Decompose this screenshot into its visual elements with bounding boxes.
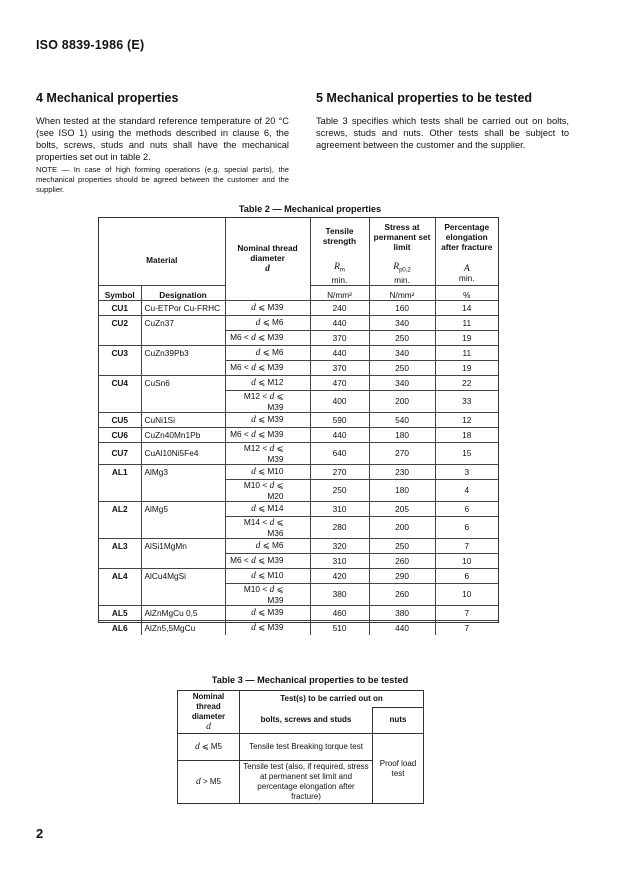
nominal-diameter-symbol: d: [265, 264, 270, 275]
tensile-strength: 460: [310, 605, 369, 620]
table-row: [99, 620, 498, 635]
material-designation: CuZn40Mn1Pb: [141, 427, 225, 442]
elongation: 7: [435, 605, 498, 620]
stress-limit: 540: [369, 412, 435, 427]
material-designation: AlCu4MgSi: [141, 568, 225, 583]
material-symbol: [99, 583, 141, 605]
thread-diameter: d ⩽ M10: [225, 568, 310, 583]
tensile-strength: 420: [310, 568, 369, 583]
elongation: 7: [435, 620, 498, 635]
stress-symbol: R: [393, 262, 400, 272]
elongation: 11: [435, 345, 498, 360]
t3-nominal-symbol: d: [206, 722, 211, 732]
tensile-strength: 370: [310, 360, 369, 375]
tensile-strength: 510: [310, 620, 369, 635]
tensile-strength: 440: [310, 315, 369, 330]
stress-limit: 180: [369, 427, 435, 442]
material-symbol: [99, 479, 141, 501]
material-designation: [141, 360, 225, 375]
thread-diameter: M6 < d ⩽ M39: [225, 427, 310, 442]
table-row: [99, 345, 498, 360]
material-symbol: CU1: [99, 300, 141, 315]
stress-limit: 260: [369, 553, 435, 568]
material-symbol: CU7: [99, 442, 141, 464]
material-symbol: AL6: [99, 620, 141, 635]
table-row: [99, 501, 498, 516]
table-3-caption: Table 3 — Mechanical properties to be tested: [211, 675, 409, 685]
elongation: 6: [435, 501, 498, 516]
elongation: 19: [435, 360, 498, 375]
elongation: 10: [435, 583, 498, 605]
section-5-body: Table 3 specifies which tests shall be carried out on bolts, screws, studs and nuts. Other tests shall be subject to agreement between the customer and the supplier.: [316, 116, 569, 150]
stress-symbol-cell: [369, 262, 435, 285]
nominal-diameter-label: Nominal thread diameter: [237, 243, 298, 264]
stress-limit: 250: [369, 330, 435, 345]
tensile-symbol-sub: m: [339, 267, 345, 274]
material-header: Material: [146, 255, 178, 266]
unit-elongation: %: [435, 285, 498, 300]
tensile-strength: 370: [310, 330, 369, 345]
table-row: [99, 442, 498, 464]
tensile-symbol: R: [334, 262, 340, 272]
table-row: [99, 330, 498, 345]
material-designation: AlMg3: [141, 464, 225, 479]
material-symbol: CU5: [99, 412, 141, 427]
stress-limit: 340: [369, 375, 435, 390]
thread-diameter: M6 < d ⩽ M39: [225, 360, 310, 375]
elongation: 6: [435, 568, 498, 583]
material-designation: AlSi1MgMn: [141, 538, 225, 553]
t3-row1-diameter: d ⩽ M5: [178, 734, 240, 761]
material-designation: AlMg5: [141, 501, 225, 516]
t3-nuts-header: nuts: [373, 707, 424, 734]
elongation: 14: [435, 300, 498, 315]
material-designation: [141, 330, 225, 345]
t3-nominal-header: [178, 691, 240, 734]
table-row: [99, 300, 498, 315]
material-designation: CuAl10Ni5Fe4: [141, 442, 225, 464]
thread-diameter: M6 < d ⩽ M39: [225, 330, 310, 345]
thread-diameter: d ⩽ M10: [225, 464, 310, 479]
table-row: [99, 412, 498, 427]
material-symbol: AL3: [99, 538, 141, 553]
tensile-strength: 470: [310, 375, 369, 390]
stress-header: Stress at permanent set limit: [369, 218, 435, 262]
stress-limit: 200: [369, 390, 435, 412]
tensile-strength: 310: [310, 501, 369, 516]
material-symbol: AL2: [99, 501, 141, 516]
material-symbol: CU6: [99, 427, 141, 442]
tensile-strength: 310: [310, 553, 369, 568]
material-designation: [141, 553, 225, 568]
material-designation: [141, 516, 225, 538]
elongation-symbol-cell: [435, 262, 498, 285]
tensile-strength-header: Tensile strength: [310, 218, 369, 262]
tensile-strength: 400: [310, 390, 369, 412]
material-symbol: CU2: [99, 315, 141, 330]
material-designation: CuSn6: [141, 375, 225, 390]
t3-nominal-label: Nominal thread diameter: [191, 692, 226, 721]
tensile-strength: 240: [310, 300, 369, 315]
stress-limit: 180: [369, 479, 435, 501]
thread-diameter: d ⩽ M12: [225, 375, 310, 390]
thread-diameter: M6 < d ⩽ M39: [225, 553, 310, 568]
material-designation: CuZn39Pb3: [141, 345, 225, 360]
table-row: [99, 553, 498, 568]
document-header: ISO 8839-1986 (E): [36, 38, 145, 52]
table-row: [99, 516, 498, 538]
page-number: 2: [36, 826, 44, 841]
tensile-strength: 640: [310, 442, 369, 464]
elongation-header: Percentage elongation after fracture: [435, 218, 498, 262]
tensile-min: min.: [331, 274, 348, 285]
nominal-diameter-header: [225, 218, 310, 285]
elongation: 33: [435, 390, 498, 412]
t3-row1-bolts: Tensile test Breaking torque test: [240, 734, 373, 761]
stress-limit: 380: [369, 605, 435, 620]
tensile-strength: 270: [310, 464, 369, 479]
mechanical-properties-table: [99, 218, 498, 635]
thread-diameter: d ⩽ M39: [225, 605, 310, 620]
thread-diameter: d ⩽ M14: [225, 501, 310, 516]
thread-diameter: d ⩽ M6: [225, 538, 310, 553]
symbol-header: Symbol: [99, 285, 141, 300]
material-designation: AlZnMgCu 0,5: [141, 605, 225, 620]
material-designation: Cu-ETPor Cu-FRHC: [141, 300, 225, 315]
table-row: [99, 315, 498, 330]
material-symbol: CU4: [99, 375, 141, 390]
table-row: [99, 427, 498, 442]
t3-tests-header: Test(s) to be carried out on: [240, 691, 424, 708]
thread-diameter: M12 < d ⩽ M39: [225, 390, 310, 412]
elongation: 12: [435, 412, 498, 427]
t3-bolts-header: bolts, screws and studs: [240, 707, 373, 734]
thread-diameter: M14 < d ⩽ M36: [225, 516, 310, 538]
thread-diameter: d ⩽ M39: [225, 620, 310, 635]
material-symbol: [99, 360, 141, 375]
section-4-note: NOTE — In case of high forming operations (e.g. special parts), the mechanical properties should be agreed between the customer and the supplier.: [36, 165, 289, 194]
table-row: [99, 538, 498, 553]
tensile-symbol-cell: [310, 262, 369, 285]
stress-limit: 340: [369, 345, 435, 360]
table-row: [99, 390, 498, 412]
elongation: 18: [435, 427, 498, 442]
tensile-strength: 440: [310, 427, 369, 442]
material-designation: CuZn37: [141, 315, 225, 330]
elongation: 6: [435, 516, 498, 538]
unit-tensile: N/mm²: [310, 285, 369, 300]
material-symbol: [99, 390, 141, 412]
material-symbol: AL1: [99, 464, 141, 479]
thread-diameter: d ⩽ M6: [225, 345, 310, 360]
tensile-strength: 250: [310, 479, 369, 501]
table-row: [99, 479, 498, 501]
thread-diameter: d ⩽ M39: [225, 300, 310, 315]
stress-limit: 270: [369, 442, 435, 464]
thread-diameter: M10 < d ⩽ M39: [225, 583, 310, 605]
tensile-strength: 320: [310, 538, 369, 553]
section-4-body: When tested at the standard reference temperature of 20 °C (see ISO 1) using the methods described in clause 6, the bolts, screws, studs and nuts shall have the mechanical properties set out in table 2.: [36, 116, 289, 162]
table-2-caption: Table 2 — Mechanical properties: [238, 204, 382, 214]
stress-limit: 260: [369, 583, 435, 605]
thread-diameter: M12 < d ⩽ M39: [225, 442, 310, 464]
section-4-title: 4 Mechanical properties: [36, 91, 179, 105]
table-row: [99, 375, 498, 390]
elongation-symbol: A: [463, 263, 470, 274]
stress-limit: 340: [369, 315, 435, 330]
stress-symbol-sub: p0,2: [399, 267, 411, 274]
material-symbol: CU3: [99, 345, 141, 360]
section-5-title: 5 Mechanical properties to be tested: [316, 91, 533, 105]
table-row: [99, 568, 498, 583]
elongation: 11: [435, 315, 498, 330]
table-row: [99, 605, 498, 620]
material-designation: AlZn5,5MgCu: [141, 620, 225, 635]
elongation: 4: [435, 479, 498, 501]
table-row: [99, 464, 498, 479]
tensile-strength: 590: [310, 412, 369, 427]
material-designation: [141, 390, 225, 412]
tensile-strength: 280: [310, 516, 369, 538]
stress-limit: 440: [369, 620, 435, 635]
stress-limit: 200: [369, 516, 435, 538]
material-designation: CuNi1Si: [141, 412, 225, 427]
stress-limit: 290: [369, 568, 435, 583]
tensile-strength: 380: [310, 583, 369, 605]
material-symbol: AL4: [99, 568, 141, 583]
elongation: 19: [435, 330, 498, 345]
thread-diameter: M10 < d ⩽ M20: [225, 479, 310, 501]
stress-limit: 205: [369, 501, 435, 516]
stress-limit: 250: [369, 538, 435, 553]
t3-nuts-value: Proof load test: [373, 734, 424, 804]
elongation: 7: [435, 538, 498, 553]
stress-limit: 230: [369, 464, 435, 479]
material-symbol: [99, 516, 141, 538]
material-designation: [141, 583, 225, 605]
thread-diameter: d ⩽ M39: [225, 412, 310, 427]
unit-stress: N/mm²: [369, 285, 435, 300]
t3-row2-bolts: Tensile test (also, if required, stress at permanent set limit and percentage elongation after fracture): [240, 761, 373, 804]
stress-min: min.: [394, 274, 410, 285]
elongation-min: min.: [458, 272, 475, 283]
material-symbol: AL5: [99, 605, 141, 620]
material-symbol: [99, 330, 141, 345]
table-row: [99, 583, 498, 605]
material-symbol: [99, 553, 141, 568]
designation-header: Designation: [141, 285, 225, 300]
thread-diameter: d ⩽ M6: [225, 315, 310, 330]
elongation: 15: [435, 442, 498, 464]
elongation: 3: [435, 464, 498, 479]
elongation: 22: [435, 375, 498, 390]
tests-table: [177, 690, 424, 804]
material-designation: [141, 479, 225, 501]
tensile-strength: 440: [310, 345, 369, 360]
stress-limit: 160: [369, 300, 435, 315]
t3-row2-diameter: d > M5: [178, 761, 240, 804]
table-row: [99, 360, 498, 375]
stress-limit: 250: [369, 360, 435, 375]
elongation: 10: [435, 553, 498, 568]
